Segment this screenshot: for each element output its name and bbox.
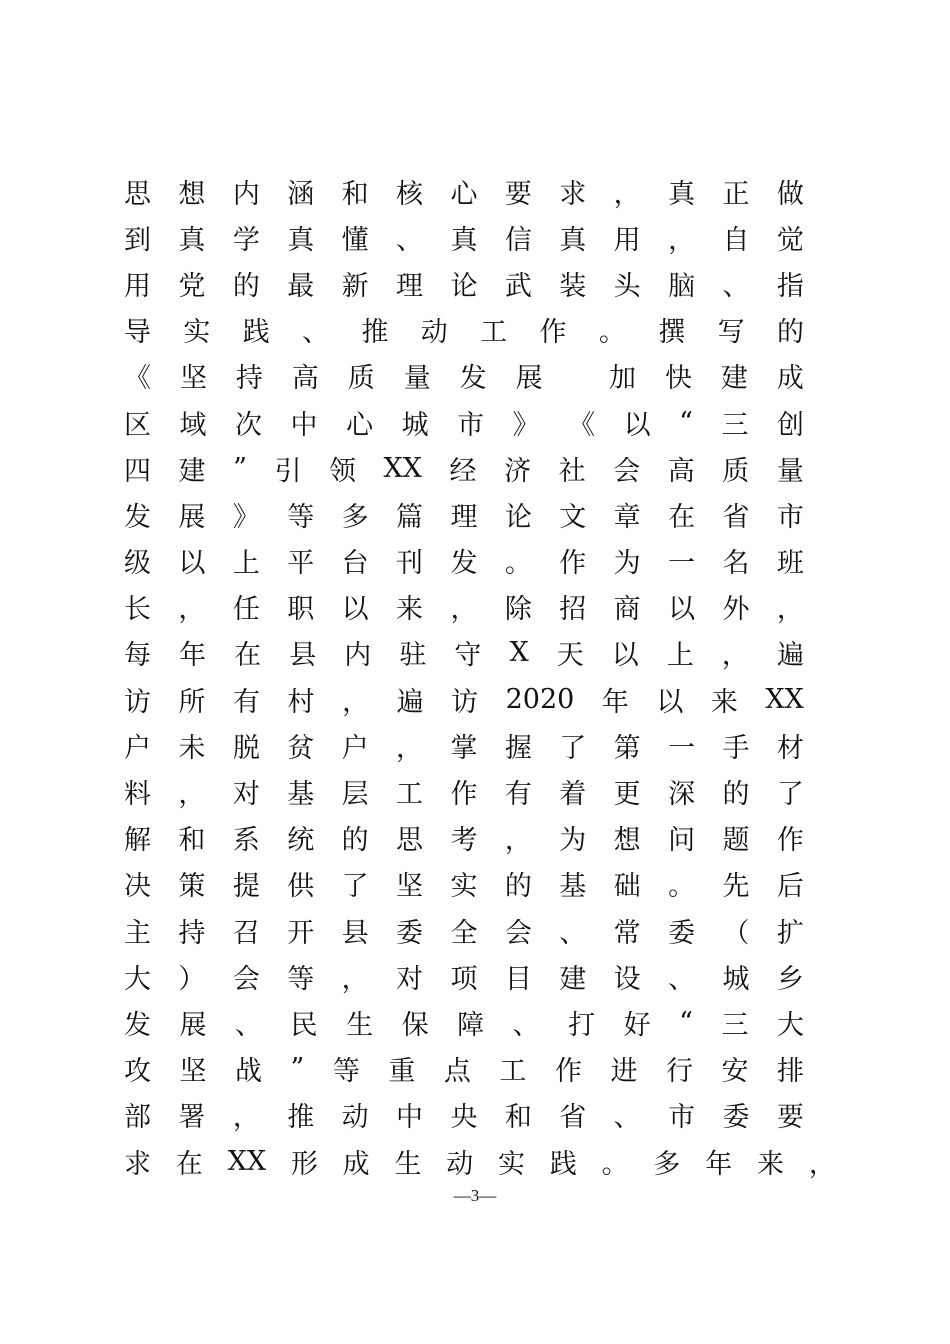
- text-line: 求 在 XX 形 成 生 动 实 践 。 多 年 来 ，: [124, 1145, 836, 1180]
- text-line: 访 所 有 村 ， 遍 访 2020 年 以 来 XX: [124, 683, 804, 718]
- text-line: 区 域 次 中 心 城 市 》 《 以 “ 三 创: [124, 406, 804, 441]
- text-line: 导 实 践 、 推 动 工 作 。 撰 写 的: [124, 317, 804, 349]
- text-line: 《 坚 持 高 质 量 发 展 加 快 建 成: [124, 363, 804, 395]
- text-line: 思 想 内 涵 和 核 心 要 求 ， 真 正 做: [124, 178, 804, 210]
- text-line: 四 建 ” 引 领 XX 经 济 社 会 高 质 量: [124, 452, 804, 487]
- text-line: 发 展 、 民 生 保 障 、 打 好 “ 三 大: [124, 1006, 804, 1041]
- text-line: 解 和 系 统 的 思 考 ， 为 想 问 题 作: [124, 825, 804, 857]
- text-line: 攻 坚 战 ” 等 重 点 工 作 进 行 安 排: [124, 1053, 804, 1088]
- text-line: 发 展 》 等 多 篇 理 论 文 章 在 省 市: [124, 501, 804, 533]
- body-text: [124, 168, 836, 1184]
- text-line: 料 ， 对 基 层 工 作 有 着 更 深 的 了: [124, 779, 804, 811]
- text-line: 级 以 上 平 台 刊 发 。 作 为 一 名 班: [124, 548, 804, 580]
- page-number: —3—: [453, 1186, 497, 1205]
- text-line: 决 策 提 供 了 坚 实 的 基 础 。 先 后: [124, 871, 804, 903]
- text-line: 主 持 召 开 县 委 全 会 、 常 委 （ 扩: [124, 917, 804, 949]
- text-line: 部 署 ， 推 动 中 央 和 省 、 市 委 要: [124, 1102, 804, 1134]
- text-line: 每 年 在 县 内 驻 守 X 天 以 上 ， 遍: [124, 637, 804, 672]
- text-line: 户 未 脱 贫 户 ， 掌 握 了 第 一 手 材: [124, 732, 804, 764]
- text-line: 用 党 的 最 新 理 论 武 装 头 脑 、 指: [124, 270, 804, 302]
- text-line: 到 真 学 真 懂 、 真 信 真 用 ， 自 觉: [124, 224, 804, 256]
- text-line: 大 ） 会 等 ， 对 项 目 建 设 、 城 乡: [124, 963, 804, 995]
- text-line: 长 ， 任 职 以 来 ， 除 招 商 以 外 ，: [124, 594, 804, 626]
